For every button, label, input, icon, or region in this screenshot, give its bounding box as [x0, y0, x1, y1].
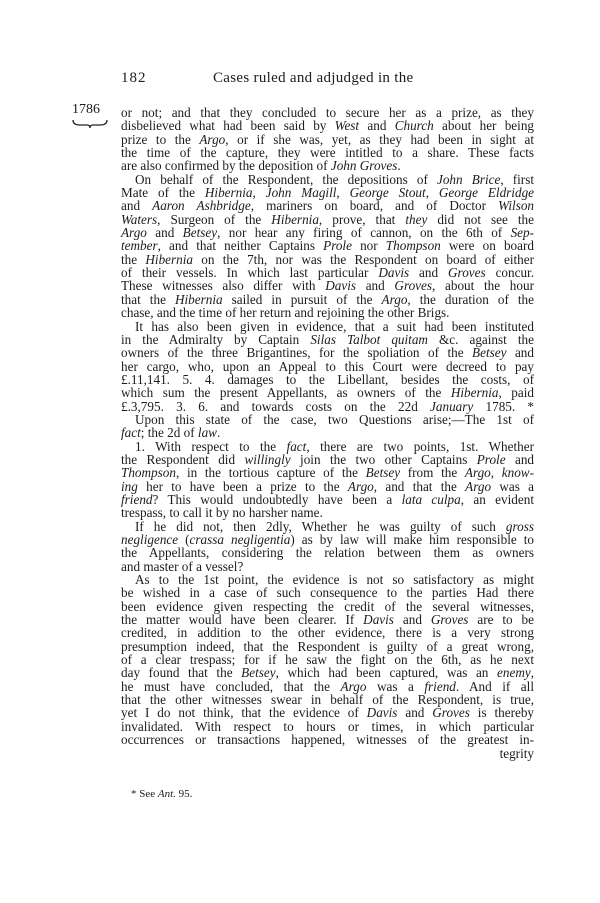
page-header	[121, 70, 531, 88]
text-line: the matter would have been clearer. If Davis and Groves are to be	[121, 612, 534, 628]
text-line: On behalf of the Respondent, the depositions of John Brice, first	[135, 171, 534, 187]
text-line: Argo and Betsey, nor hear any firing of cannon, on the 6th of Sep-	[121, 225, 534, 241]
text-line: and master of a vessel?	[121, 558, 244, 574]
text-line: are also confirmed by the deposition of John Groves.	[121, 158, 401, 174]
text-line: be wished in a case of such consequence to the parties Had there	[121, 585, 534, 601]
text-line: £.11,141. 5. 4. damages to the Libellant, besides the costs, of	[121, 371, 534, 387]
text-line: occurrences or transactions happened, witnesses of the greatest in-	[121, 732, 534, 748]
running-title: Cases ruled and adjudged in the	[213, 70, 414, 86]
text-line: disbelieved what had been said by West and Church about her being	[121, 118, 535, 134]
margin-brace-icon	[72, 119, 108, 129]
text-line: owners of the three Brigantines, for the spoliation of the Betsey and	[121, 345, 534, 361]
text-line: of their vessels. In which last particular Davis and Groves concur.	[121, 265, 535, 281]
text-line: been evidence given respecting the credit of the several witnesses,	[121, 598, 534, 614]
text-line: the Appellants, considering the relation between them as owners	[121, 545, 534, 561]
text-line: Mate of the Hibernia, John Magill, George Stout, George Eldridge	[121, 185, 535, 201]
text-line: Upon this state of the case, two Questions arise;—The 1st of	[135, 411, 534, 427]
margin-year-note: 1786	[72, 102, 100, 117]
text-line: in the Admiralty by Captain Silas Talbot quitam &c. against the	[121, 331, 534, 347]
body-text	[121, 106, 534, 760]
text-line: It has also been given in evidence, that a suit had been instituted	[135, 318, 534, 334]
text-line: credited, in addition to the other evidence, there is a very strong	[121, 625, 534, 641]
footnote: * See Ant. 95.	[131, 788, 193, 800]
text-line: her cargo, who, upon an Appeal to this Court were decreed to pay	[121, 358, 534, 374]
text-line: fact; the 2d of law.	[121, 425, 221, 441]
text-line: yet I do not think, that the evidence of Davis and Groves is thereby	[121, 705, 535, 721]
page-number: 182	[121, 70, 147, 86]
text-line: Thompson, in the tortious capture of the Betsey from the Argo, know-	[121, 465, 534, 481]
text-line: negligence (crassa negligentia) as by law will make him responsible to	[121, 532, 534, 547]
text-line: the time of the capture, they were intitled to a share. These facts	[121, 145, 534, 161]
text-line: tegrity	[499, 745, 534, 761]
text-line: that the other witnesses swear in behalf of the Respondent, is true,	[121, 692, 534, 708]
text-line: presumption indeed, that the Respondent is guilty of a great wrong,	[121, 638, 534, 654]
text-line: These witnesses also differ with Davis and Groves, about the hour	[121, 278, 534, 294]
text-line: trespass, to call it by no harsher name.	[121, 505, 323, 521]
text-line: chase, and the time of her return and rejoining the other Brigs.	[121, 305, 450, 321]
text-line: the Respondent did willingly join the two other Captains Prole and	[121, 451, 535, 467]
text-line: Waters, Surgeon of the Hibernia, prove, that they did not see the	[121, 211, 534, 227]
text-line: invalidated. With respect to hours or times, in which particular	[121, 718, 534, 734]
text-line: that the Hibernia sailed in pursuit of the Argo, the duration of the	[121, 291, 535, 307]
text-line: tember, and that neither Captains Prole nor Thompson were on board	[121, 238, 534, 254]
text-line: If he did not, then 2dly, Whether he was guilty of such gross	[135, 518, 534, 534]
text-line: or not; and that they concluded to secure her as a prize, as they	[121, 105, 534, 120]
text-line: day found that the Betsey, which had been captured, was an enemy,	[121, 665, 535, 681]
text-line: £.3,795. 3. 6. and towards costs on the 22d January 1785. *	[121, 398, 535, 414]
text-line: As to the 1st point, the evidence is not so satisfactory as might	[135, 572, 534, 588]
text-line: of a clear trespass; for if he saw the fight on the 6th, as he next	[121, 652, 534, 668]
text-line: the Hibernia on the 7th, nor was the Respondent on board of either	[121, 251, 534, 267]
text-line: and Aaron Ashbridge, mariners on board, and of Doctor Wilson	[121, 198, 535, 214]
text-line: 1. With respect to the fact, there are two points, 1st. Whether	[135, 438, 535, 454]
text-line: friend? This would undoubtedly have been a lata culpa, an evident	[121, 491, 534, 507]
text-line: which sum the present Appellants, as owners of the Hibernia, paid	[121, 385, 534, 401]
text-line: ing her to have been a prize to the Argo, and that the Argo was a	[121, 478, 534, 494]
text-line: he must have concluded, that the Argo was a friend. And if all	[121, 678, 534, 694]
text-line: prize to the Argo, or if she was, yet, as they had been in sight at	[121, 131, 534, 147]
